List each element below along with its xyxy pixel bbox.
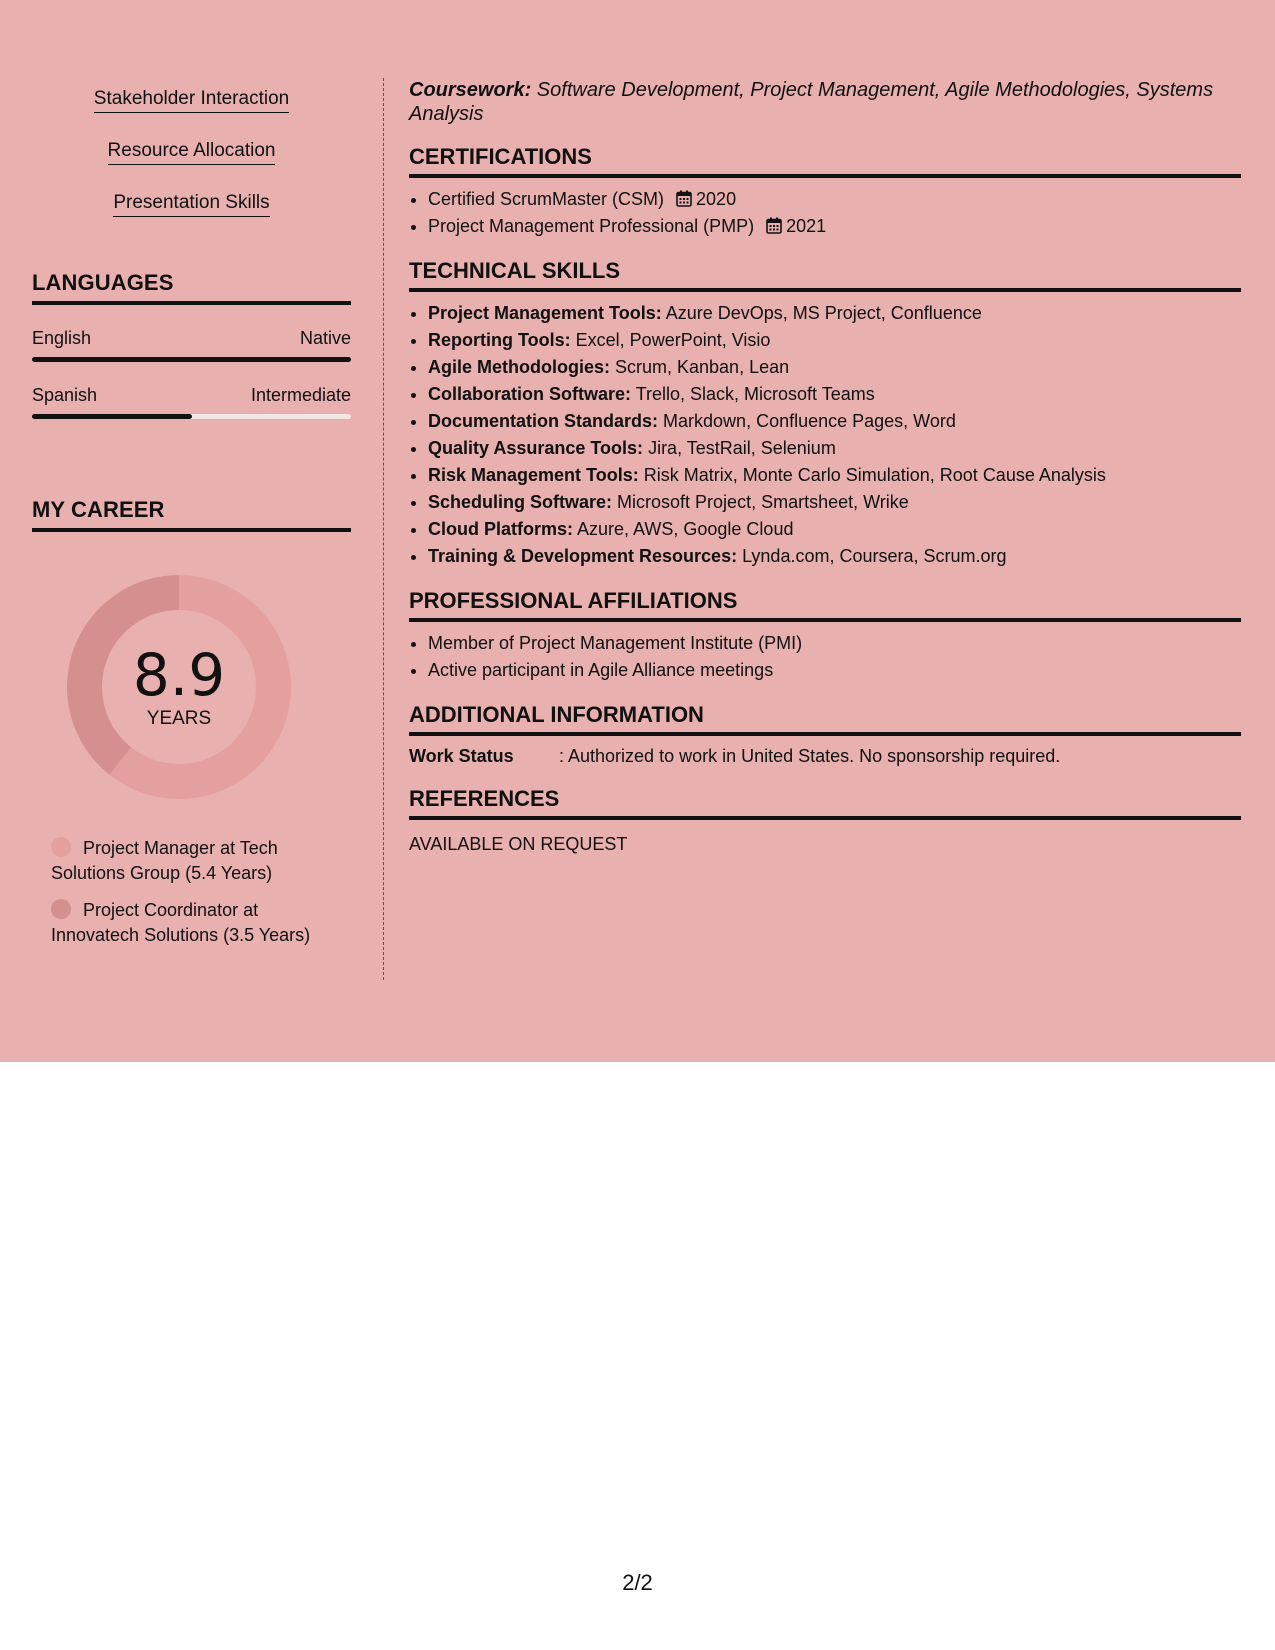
skill-item: Presentation Skills [113, 192, 269, 217]
skill-label: Reporting Tools: [428, 330, 571, 350]
language-bar-fill [32, 414, 192, 419]
skill-label: Cloud Platforms: [428, 519, 574, 539]
technical-skills-section [409, 258, 1241, 570]
languages-title: LANGUAGES [32, 270, 351, 305]
skill-item: Resource Allocation [108, 140, 276, 165]
technical-skill-item [428, 543, 1241, 570]
work-status-label: Work Status [409, 746, 514, 766]
certifications-list [409, 186, 1241, 240]
certifications-title: CERTIFICATIONS [409, 144, 1241, 178]
references-title: REFERENCES [409, 786, 1241, 820]
career-legend-item [51, 836, 351, 886]
skill-value: Excel, PowerPoint, Visio [570, 330, 771, 350]
affiliation-item: • Member of Project Management Institute (PMI) [428, 630, 1241, 657]
right-column [409, 78, 1241, 856]
skill-value: Risk Matrix, Monte Carlo Simulation, Root Cause Analysis [638, 465, 1106, 485]
language-level: Native [299, 328, 351, 348]
career-role-label: Project Manager at Tech Solutions Group (5.4 Years) [51, 838, 278, 883]
skill-label: Collaboration Software: [428, 384, 632, 404]
additional-info-title: ADDITIONAL INFORMATION [409, 702, 1241, 736]
skill-label: Agile Methodologies: [428, 357, 610, 377]
career-legend [51, 836, 351, 948]
technical-skill-item [428, 516, 1241, 543]
skill-label: Risk Management Tools: [428, 465, 639, 485]
career-legend-item [51, 898, 351, 948]
skill-label: Scheduling Software: [428, 492, 613, 512]
certification-item [428, 186, 1241, 213]
technical-skills-title: TECHNICAL SKILLS [409, 258, 1241, 292]
certification-year: 2021 [786, 216, 827, 236]
coursework-label: Coursework: [409, 79, 532, 101]
language-bar-fill [32, 357, 351, 362]
skill-list [32, 78, 351, 234]
work-status-row [409, 744, 1241, 768]
language-name: English [32, 328, 92, 348]
certification-name: Certified ScrumMaster (CSM) [428, 189, 665, 209]
calendar-icon [766, 217, 782, 234]
affiliations-title: PROFESSIONAL AFFILIATIONS [409, 588, 1241, 622]
certification-year: 2020 [696, 189, 737, 209]
career-total-value: 8.9 [132, 641, 226, 709]
career-donut-chart [66, 574, 292, 800]
legend-dot [51, 837, 71, 857]
skill-value: Markdown, Confluence Pages, Word [658, 411, 956, 431]
technical-skill-item [428, 489, 1241, 516]
technical-skill-item [428, 327, 1241, 354]
calendar-icon [676, 190, 692, 207]
references-text: AVAILABLE ON REQUEST [409, 834, 628, 854]
language-bar [32, 414, 351, 419]
technical-skill-item [428, 462, 1241, 489]
skill-value: Lynda.com, Coursera, Scrum.org [737, 546, 1007, 566]
legend-dot [51, 899, 71, 919]
language-level: Intermediate [250, 385, 351, 405]
technical-skill-item [428, 381, 1241, 408]
coursework-text: Software Development, Project Management, Agile Methodologies, Systems Analysis [409, 79, 1214, 125]
left-column [32, 78, 351, 960]
references-section [409, 786, 1241, 856]
language-row [32, 327, 351, 362]
skill-label: Training & Development Resources: [428, 546, 738, 566]
languages-section [32, 270, 351, 419]
language-row [32, 384, 351, 419]
skill-label: Documentation Standards: [428, 411, 659, 431]
certifications-section [409, 144, 1241, 240]
work-status-value: : Authorized to work in United States. No sponsorship required. [559, 746, 1061, 766]
career-role-label: Project Coordinator at Innovatech Solutions (3.5 Years) [51, 900, 311, 945]
column-divider [383, 78, 384, 980]
skill-value: Scrum, Kanban, Lean [610, 357, 790, 377]
skill-label: Project Management Tools: [428, 303, 662, 323]
certification-name: Project Management Professional (PMP) [428, 216, 755, 236]
affiliations-list [409, 630, 1241, 684]
affiliation-item: • Active participant in Agile Alliance meetings [428, 657, 1241, 684]
certification-item [428, 213, 1241, 240]
career-title: MY CAREER [32, 497, 351, 532]
skill-item: Stakeholder Interaction [94, 88, 289, 113]
career-section [32, 497, 351, 948]
language-name: Spanish [32, 385, 98, 405]
technical-skill-item [428, 435, 1241, 462]
skill-value: Jira, TestRail, Selenium [643, 438, 836, 458]
technical-skill-item [428, 300, 1241, 327]
coursework [409, 78, 1241, 126]
language-bar [32, 357, 351, 362]
technical-skills-list [409, 300, 1241, 570]
career-total-unit: YEARS [146, 708, 212, 729]
skill-label: Quality Assurance Tools: [428, 438, 644, 458]
skill-value: Azure, AWS, Google Cloud [573, 519, 794, 539]
technical-skill-item [428, 354, 1241, 381]
skill-value: Microsoft Project, Smartsheet, Wrike [612, 492, 909, 512]
skill-value: Trello, Slack, Microsoft Teams [631, 384, 875, 404]
technical-skill-item [428, 408, 1241, 435]
skill-value: Azure DevOps, MS Project, Confluence [661, 303, 982, 323]
affiliations-section [409, 588, 1241, 684]
additional-info-section [409, 702, 1241, 768]
page-number: 2/2 [622, 1570, 653, 1595]
